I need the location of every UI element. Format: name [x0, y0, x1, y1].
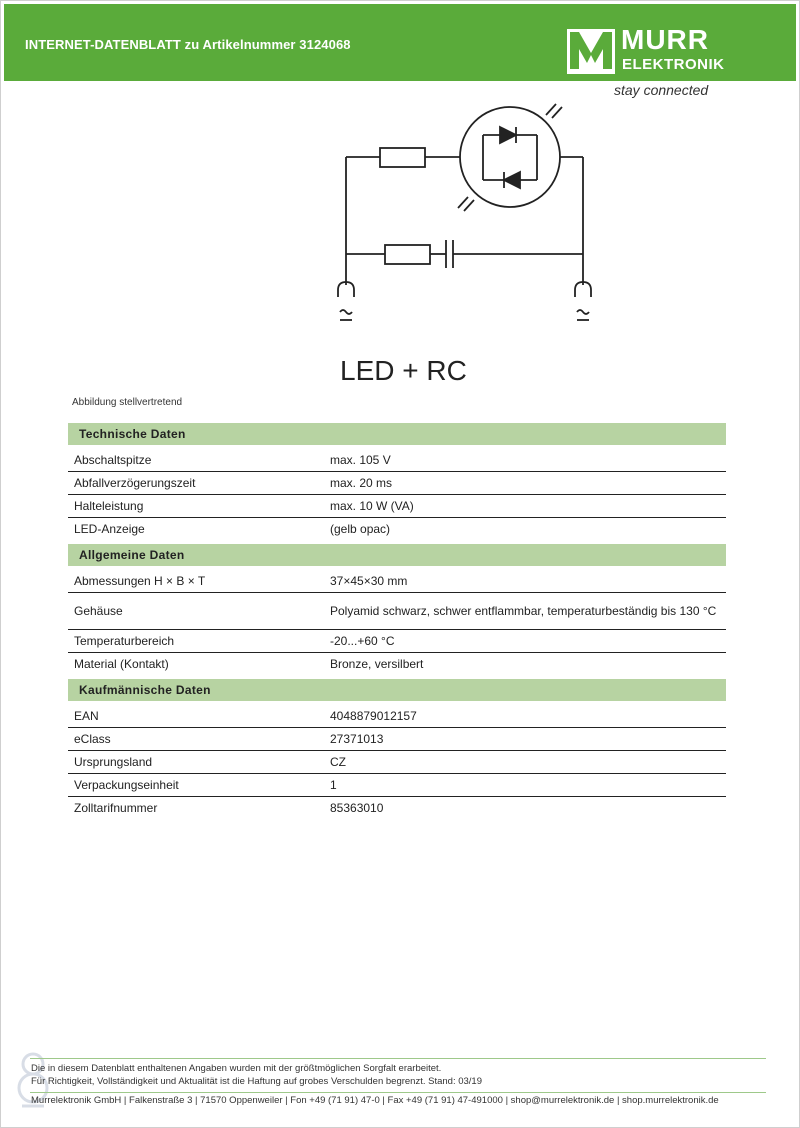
- row-value: 27371013: [330, 732, 384, 746]
- table-row: [68, 751, 726, 774]
- section-allgemeine-daten: [68, 544, 726, 675]
- row-value: -20...+60 °C: [330, 634, 395, 648]
- table-row: [68, 518, 726, 540]
- row-key: Material (Kontakt): [74, 657, 169, 671]
- circuit-diagram: [300, 90, 630, 400]
- diagram-label: LED + RC: [340, 355, 467, 386]
- footer-address: Murrelektronik GmbH | Falkenstraße 3 | 71570 Oppenweiler | Fon +49 (71 91) 47-0 | Fax +49 (71 91) 47-491000 | shop@murrelektronik.de | shop.murrelektronik.de: [31, 1095, 719, 1106]
- logo-elektronik-text: ELEKTRONIK: [622, 56, 725, 73]
- disclaimer-line-1: Die in diesem Datenblatt enthaltenen Angaben wurden mit der größtmöglichen Sorgfalt erarbeitet.: [31, 1063, 442, 1074]
- table-row: [68, 630, 726, 653]
- row-key: Temperaturbereich: [74, 634, 175, 648]
- row-value: Polyamid schwarz, schwer entflammbar, temperaturbeständig bis 130 °C: [330, 603, 717, 618]
- row-value: (gelb opac): [330, 522, 391, 536]
- row-key: Abmessungen H × B × T: [74, 574, 206, 588]
- table-row: [68, 449, 726, 472]
- row-value: 1: [330, 778, 337, 792]
- row-key: Abschaltspitze: [74, 453, 152, 467]
- section-technische-daten: [68, 423, 726, 540]
- table-row: [68, 495, 726, 518]
- row-key: Ursprungsland: [74, 755, 153, 769]
- footer-divider-top: [30, 1058, 766, 1059]
- disclaimer-line-2: Für Richtigkeit, Vollständigkeit und Aktualität ist die Haftung auf grobes Verschulden begrenzt. Stand: 03/19: [31, 1076, 482, 1087]
- row-key: LED-Anzeige: [74, 522, 145, 536]
- row-value: CZ: [330, 755, 346, 769]
- section-header: Allgemeine Daten: [68, 544, 726, 566]
- row-value: Bronze, versilbert: [330, 657, 424, 671]
- table-row: [68, 728, 726, 751]
- slogan: stay connected: [614, 82, 709, 98]
- row-value: max. 105 V: [330, 453, 391, 467]
- section-header: Technische Daten: [68, 423, 726, 445]
- logo-murr-text: MURR: [621, 24, 709, 55]
- figure-caption: Abbildung stellvertretend: [72, 397, 183, 408]
- section-kaufmaennische-daten: [68, 679, 726, 819]
- row-key: eClass: [74, 732, 111, 746]
- row-value: max. 10 W (VA): [330, 499, 414, 513]
- table-row: [68, 653, 726, 675]
- page-title: INTERNET-DATENBLATT zu Artikelnummer 3124068: [25, 37, 351, 52]
- row-key: EAN: [74, 709, 99, 723]
- row-value: 85363010: [330, 801, 384, 815]
- section-header: Kaufmännische Daten: [68, 679, 726, 701]
- table-row: [68, 472, 726, 495]
- row-key: Halteleistung: [74, 499, 144, 513]
- row-key: Zolltarifnummer: [74, 801, 158, 815]
- table-row: [68, 705, 726, 728]
- table-row: [68, 570, 726, 593]
- row-key: Abfallverzögerungszeit: [74, 476, 196, 490]
- row-value: 37×45×30 mm: [330, 574, 408, 588]
- footer-divider-bottom: [30, 1092, 766, 1093]
- row-value: 4048879012157: [330, 709, 417, 723]
- row-value: max. 20 ms: [330, 476, 393, 490]
- row-key: Gehäuse: [74, 604, 123, 618]
- table-row: [68, 774, 726, 797]
- data-tables: [68, 423, 726, 819]
- murr-logo-mark: [567, 29, 615, 74]
- footer-disclaimer: [31, 1062, 482, 1088]
- row-key: Verpackungseinheit: [74, 778, 179, 792]
- table-row: [68, 797, 726, 819]
- table-row: [68, 593, 726, 630]
